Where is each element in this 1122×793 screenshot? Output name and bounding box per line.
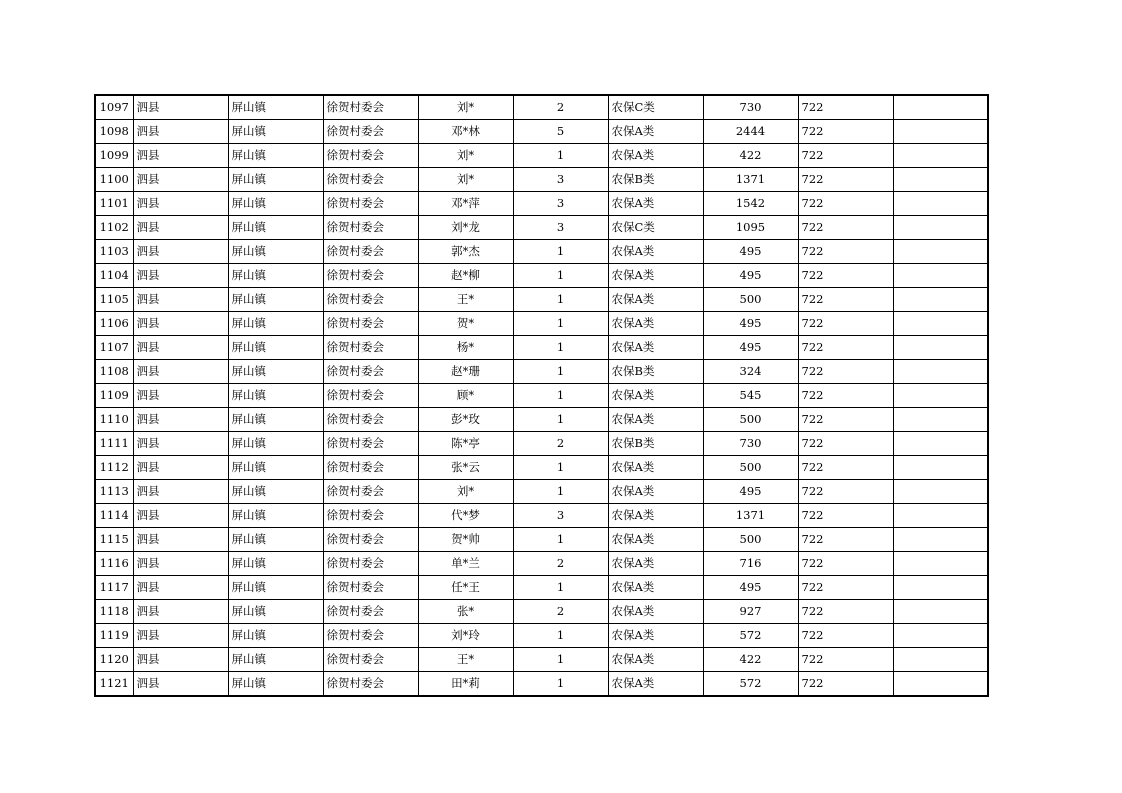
household-count-cell: 1 — [513, 240, 608, 264]
row-number-cell: 1099 — [95, 144, 133, 168]
village-cell: 徐贺村委会 — [323, 216, 418, 240]
table-row — [95, 600, 988, 624]
name-cell: 陈*亭 — [418, 432, 513, 456]
household-count-cell: 1 — [513, 456, 608, 480]
village-cell: 徐贺村委会 — [323, 552, 418, 576]
county-cell: 泗县 — [133, 408, 228, 432]
amount-cell: 500 — [703, 288, 798, 312]
name-cell: 彭*玫 — [418, 408, 513, 432]
village-cell: 徐贺村委会 — [323, 168, 418, 192]
row-number-cell: 1097 — [95, 95, 133, 120]
household-count-cell: 1 — [513, 576, 608, 600]
county-cell: 泗县 — [133, 192, 228, 216]
amount-cell: 2444 — [703, 120, 798, 144]
name-cell: 杨* — [418, 336, 513, 360]
amount-cell: 716 — [703, 552, 798, 576]
household-count-cell: 3 — [513, 504, 608, 528]
row-number-cell: 1117 — [95, 576, 133, 600]
village-cell: 徐贺村委会 — [323, 456, 418, 480]
name-cell: 刘*龙 — [418, 216, 513, 240]
category-cell: 农保A类 — [608, 648, 703, 672]
county-cell: 泗县 — [133, 312, 228, 336]
row-number-cell: 1104 — [95, 264, 133, 288]
household-count-cell: 3 — [513, 168, 608, 192]
name-cell: 代*梦 — [418, 504, 513, 528]
town-cell: 屏山镇 — [228, 120, 323, 144]
code-cell: 722 — [798, 600, 893, 624]
village-cell: 徐贺村委会 — [323, 624, 418, 648]
amount-cell: 495 — [703, 264, 798, 288]
table-row — [95, 480, 988, 504]
town-cell: 屏山镇 — [228, 240, 323, 264]
category-cell: 农保A类 — [608, 624, 703, 648]
amount-cell: 500 — [703, 528, 798, 552]
name-cell: 邓*林 — [418, 120, 513, 144]
county-cell: 泗县 — [133, 216, 228, 240]
table-row — [95, 264, 988, 288]
amount-cell: 1095 — [703, 216, 798, 240]
village-cell: 徐贺村委会 — [323, 264, 418, 288]
household-count-cell: 2 — [513, 95, 608, 120]
county-cell: 泗县 — [133, 288, 228, 312]
town-cell: 屏山镇 — [228, 600, 323, 624]
table-row — [95, 432, 988, 456]
household-count-cell: 1 — [513, 528, 608, 552]
code-cell: 722 — [798, 384, 893, 408]
code-cell: 722 — [798, 552, 893, 576]
row-number-cell: 1118 — [95, 600, 133, 624]
note-cell — [893, 552, 988, 576]
table-row — [95, 216, 988, 240]
amount-cell: 495 — [703, 312, 798, 336]
village-cell: 徐贺村委会 — [323, 144, 418, 168]
county-cell: 泗县 — [133, 432, 228, 456]
category-cell: 农保C类 — [608, 95, 703, 120]
town-cell: 屏山镇 — [228, 456, 323, 480]
category-cell: 农保A类 — [608, 600, 703, 624]
amount-cell: 1371 — [703, 168, 798, 192]
name-cell: 张* — [418, 600, 513, 624]
amount-cell: 1371 — [703, 504, 798, 528]
category-cell: 农保A类 — [608, 312, 703, 336]
row-number-cell: 1103 — [95, 240, 133, 264]
row-number-cell: 1115 — [95, 528, 133, 552]
note-cell — [893, 168, 988, 192]
amount-cell: 422 — [703, 144, 798, 168]
county-cell: 泗县 — [133, 384, 228, 408]
category-cell: 农保A类 — [608, 192, 703, 216]
data-table — [94, 94, 989, 697]
note-cell — [893, 95, 988, 120]
amount-cell: 495 — [703, 240, 798, 264]
amount-cell: 500 — [703, 408, 798, 432]
county-cell: 泗县 — [133, 336, 228, 360]
row-number-cell: 1119 — [95, 624, 133, 648]
row-number-cell: 1108 — [95, 360, 133, 384]
county-cell: 泗县 — [133, 648, 228, 672]
county-cell: 泗县 — [133, 552, 228, 576]
household-count-cell: 3 — [513, 192, 608, 216]
household-count-cell: 1 — [513, 384, 608, 408]
town-cell: 屏山镇 — [228, 360, 323, 384]
town-cell: 屏山镇 — [228, 95, 323, 120]
household-count-cell: 1 — [513, 480, 608, 504]
village-cell: 徐贺村委会 — [323, 360, 418, 384]
code-cell: 722 — [798, 624, 893, 648]
household-count-cell: 1 — [513, 264, 608, 288]
town-cell: 屏山镇 — [228, 528, 323, 552]
household-count-cell: 2 — [513, 600, 608, 624]
table-row — [95, 240, 988, 264]
code-cell: 722 — [798, 528, 893, 552]
name-cell: 贺*帅 — [418, 528, 513, 552]
name-cell: 单*兰 — [418, 552, 513, 576]
amount-cell: 495 — [703, 576, 798, 600]
village-cell: 徐贺村委会 — [323, 408, 418, 432]
town-cell: 屏山镇 — [228, 216, 323, 240]
note-cell — [893, 528, 988, 552]
name-cell: 刘*玲 — [418, 624, 513, 648]
table-row — [95, 624, 988, 648]
table-row — [95, 552, 988, 576]
note-cell — [893, 336, 988, 360]
name-cell: 邓*萍 — [418, 192, 513, 216]
town-cell: 屏山镇 — [228, 576, 323, 600]
household-count-cell: 1 — [513, 624, 608, 648]
code-cell: 722 — [798, 264, 893, 288]
county-cell: 泗县 — [133, 360, 228, 384]
row-number-cell: 1113 — [95, 480, 133, 504]
category-cell: 农保A类 — [608, 504, 703, 528]
amount-cell: 572 — [703, 672, 798, 697]
table-row — [95, 336, 988, 360]
village-cell: 徐贺村委会 — [323, 95, 418, 120]
village-cell: 徐贺村委会 — [323, 672, 418, 697]
household-count-cell: 1 — [513, 336, 608, 360]
town-cell: 屏山镇 — [228, 480, 323, 504]
name-cell: 赵*珊 — [418, 360, 513, 384]
note-cell — [893, 384, 988, 408]
town-cell: 屏山镇 — [228, 144, 323, 168]
category-cell: 农保A类 — [608, 528, 703, 552]
code-cell: 722 — [798, 672, 893, 697]
name-cell: 刘* — [418, 480, 513, 504]
amount-cell: 572 — [703, 624, 798, 648]
category-cell: 农保C类 — [608, 216, 703, 240]
household-count-cell: 1 — [513, 360, 608, 384]
table-body — [95, 95, 988, 696]
table-row — [95, 384, 988, 408]
town-cell: 屏山镇 — [228, 312, 323, 336]
code-cell: 722 — [798, 192, 893, 216]
note-cell — [893, 600, 988, 624]
county-cell: 泗县 — [133, 480, 228, 504]
town-cell: 屏山镇 — [228, 264, 323, 288]
note-cell — [893, 480, 988, 504]
category-cell: 农保A类 — [608, 144, 703, 168]
note-cell — [893, 360, 988, 384]
table-row — [95, 504, 988, 528]
table-row — [95, 288, 988, 312]
row-number-cell: 1100 — [95, 168, 133, 192]
code-cell: 722 — [798, 168, 893, 192]
category-cell: 农保A类 — [608, 264, 703, 288]
amount-cell: 730 — [703, 432, 798, 456]
code-cell: 722 — [798, 120, 893, 144]
household-count-cell: 1 — [513, 648, 608, 672]
town-cell: 屏山镇 — [228, 648, 323, 672]
category-cell: 农保A类 — [608, 480, 703, 504]
category-cell: 农保A类 — [608, 240, 703, 264]
code-cell: 722 — [798, 95, 893, 120]
note-cell — [893, 144, 988, 168]
note-cell — [893, 408, 988, 432]
row-number-cell: 1121 — [95, 672, 133, 697]
note-cell — [893, 312, 988, 336]
code-cell: 722 — [798, 408, 893, 432]
county-cell: 泗县 — [133, 264, 228, 288]
village-cell: 徐贺村委会 — [323, 288, 418, 312]
row-number-cell: 1101 — [95, 192, 133, 216]
town-cell: 屏山镇 — [228, 288, 323, 312]
note-cell — [893, 120, 988, 144]
village-cell: 徐贺村委会 — [323, 528, 418, 552]
county-cell: 泗县 — [133, 672, 228, 697]
town-cell: 屏山镇 — [228, 336, 323, 360]
name-cell: 任*王 — [418, 576, 513, 600]
category-cell: 农保A类 — [608, 408, 703, 432]
note-cell — [893, 264, 988, 288]
village-cell: 徐贺村委会 — [323, 648, 418, 672]
village-cell: 徐贺村委会 — [323, 576, 418, 600]
town-cell: 屏山镇 — [228, 168, 323, 192]
county-cell: 泗县 — [133, 120, 228, 144]
category-cell: 农保B类 — [608, 432, 703, 456]
row-number-cell: 1106 — [95, 312, 133, 336]
county-cell: 泗县 — [133, 504, 228, 528]
table-row — [95, 95, 988, 120]
amount-cell: 927 — [703, 600, 798, 624]
village-cell: 徐贺村委会 — [323, 312, 418, 336]
household-count-cell: 1 — [513, 672, 608, 697]
name-cell: 王* — [418, 648, 513, 672]
note-cell — [893, 432, 988, 456]
county-cell: 泗县 — [133, 528, 228, 552]
note-cell — [893, 648, 988, 672]
county-cell: 泗县 — [133, 95, 228, 120]
category-cell: 农保A类 — [608, 120, 703, 144]
table-row — [95, 408, 988, 432]
row-number-cell: 1111 — [95, 432, 133, 456]
code-cell: 722 — [798, 456, 893, 480]
note-cell — [893, 240, 988, 264]
town-cell: 屏山镇 — [228, 552, 323, 576]
row-number-cell: 1109 — [95, 384, 133, 408]
county-cell: 泗县 — [133, 168, 228, 192]
table-row — [95, 312, 988, 336]
table-row — [95, 672, 988, 697]
county-cell: 泗县 — [133, 600, 228, 624]
category-cell: 农保A类 — [608, 672, 703, 697]
note-cell — [893, 456, 988, 480]
note-cell — [893, 216, 988, 240]
row-number-cell: 1098 — [95, 120, 133, 144]
county-cell: 泗县 — [133, 144, 228, 168]
amount-cell: 422 — [703, 648, 798, 672]
amount-cell: 730 — [703, 95, 798, 120]
note-cell — [893, 672, 988, 697]
county-cell: 泗县 — [133, 576, 228, 600]
village-cell: 徐贺村委会 — [323, 480, 418, 504]
category-cell: 农保B类 — [608, 168, 703, 192]
category-cell: 农保A类 — [608, 384, 703, 408]
town-cell: 屏山镇 — [228, 408, 323, 432]
note-cell — [893, 504, 988, 528]
code-cell: 722 — [798, 144, 893, 168]
county-cell: 泗县 — [133, 456, 228, 480]
household-count-cell: 1 — [513, 312, 608, 336]
household-count-cell: 1 — [513, 288, 608, 312]
town-cell: 屏山镇 — [228, 384, 323, 408]
village-cell: 徐贺村委会 — [323, 504, 418, 528]
note-cell — [893, 288, 988, 312]
household-count-cell: 1 — [513, 144, 608, 168]
amount-cell: 495 — [703, 480, 798, 504]
town-cell: 屏山镇 — [228, 192, 323, 216]
table-row — [95, 576, 988, 600]
household-count-cell: 3 — [513, 216, 608, 240]
amount-cell: 324 — [703, 360, 798, 384]
code-cell: 722 — [798, 576, 893, 600]
name-cell: 王* — [418, 288, 513, 312]
row-number-cell: 1105 — [95, 288, 133, 312]
table-row — [95, 648, 988, 672]
row-number-cell: 1112 — [95, 456, 133, 480]
village-cell: 徐贺村委会 — [323, 336, 418, 360]
name-cell: 田*莉 — [418, 672, 513, 697]
name-cell: 顾* — [418, 384, 513, 408]
village-cell: 徐贺村委会 — [323, 240, 418, 264]
category-cell: 农保A类 — [608, 576, 703, 600]
code-cell: 722 — [798, 288, 893, 312]
code-cell: 722 — [798, 360, 893, 384]
name-cell: 郭*杰 — [418, 240, 513, 264]
code-cell: 722 — [798, 432, 893, 456]
village-cell: 徐贺村委会 — [323, 384, 418, 408]
category-cell: 农保A类 — [608, 552, 703, 576]
household-count-cell: 2 — [513, 552, 608, 576]
row-number-cell: 1120 — [95, 648, 133, 672]
row-number-cell: 1102 — [95, 216, 133, 240]
table-row — [95, 360, 988, 384]
row-number-cell: 1116 — [95, 552, 133, 576]
table-row — [95, 168, 988, 192]
row-number-cell: 1110 — [95, 408, 133, 432]
amount-cell: 500 — [703, 456, 798, 480]
code-cell: 722 — [798, 504, 893, 528]
table-row — [95, 192, 988, 216]
town-cell: 屏山镇 — [228, 504, 323, 528]
village-cell: 徐贺村委会 — [323, 600, 418, 624]
name-cell: 刘* — [418, 95, 513, 120]
category-cell: 农保A类 — [608, 456, 703, 480]
name-cell: 赵*柳 — [418, 264, 513, 288]
table-row — [95, 144, 988, 168]
town-cell: 屏山镇 — [228, 432, 323, 456]
name-cell: 贺* — [418, 312, 513, 336]
name-cell: 张*云 — [418, 456, 513, 480]
village-cell: 徐贺村委会 — [323, 120, 418, 144]
category-cell: 农保B类 — [608, 360, 703, 384]
name-cell: 刘* — [418, 168, 513, 192]
note-cell — [893, 624, 988, 648]
category-cell: 农保A类 — [608, 336, 703, 360]
code-cell: 722 — [798, 240, 893, 264]
code-cell: 722 — [798, 336, 893, 360]
name-cell: 刘* — [418, 144, 513, 168]
table-row — [95, 456, 988, 480]
household-count-cell: 1 — [513, 408, 608, 432]
code-cell: 722 — [798, 648, 893, 672]
household-count-cell: 2 — [513, 432, 608, 456]
amount-cell: 495 — [703, 336, 798, 360]
category-cell: 农保A类 — [608, 288, 703, 312]
village-cell: 徐贺村委会 — [323, 432, 418, 456]
county-cell: 泗县 — [133, 240, 228, 264]
table-row — [95, 120, 988, 144]
town-cell: 屏山镇 — [228, 624, 323, 648]
note-cell — [893, 576, 988, 600]
village-cell: 徐贺村委会 — [323, 192, 418, 216]
amount-cell: 545 — [703, 384, 798, 408]
row-number-cell: 1107 — [95, 336, 133, 360]
note-cell — [893, 192, 988, 216]
row-number-cell: 1114 — [95, 504, 133, 528]
code-cell: 722 — [798, 480, 893, 504]
code-cell: 722 — [798, 216, 893, 240]
table-row — [95, 528, 988, 552]
code-cell: 722 — [798, 312, 893, 336]
town-cell: 屏山镇 — [228, 672, 323, 697]
amount-cell: 1542 — [703, 192, 798, 216]
county-cell: 泗县 — [133, 624, 228, 648]
household-count-cell: 5 — [513, 120, 608, 144]
